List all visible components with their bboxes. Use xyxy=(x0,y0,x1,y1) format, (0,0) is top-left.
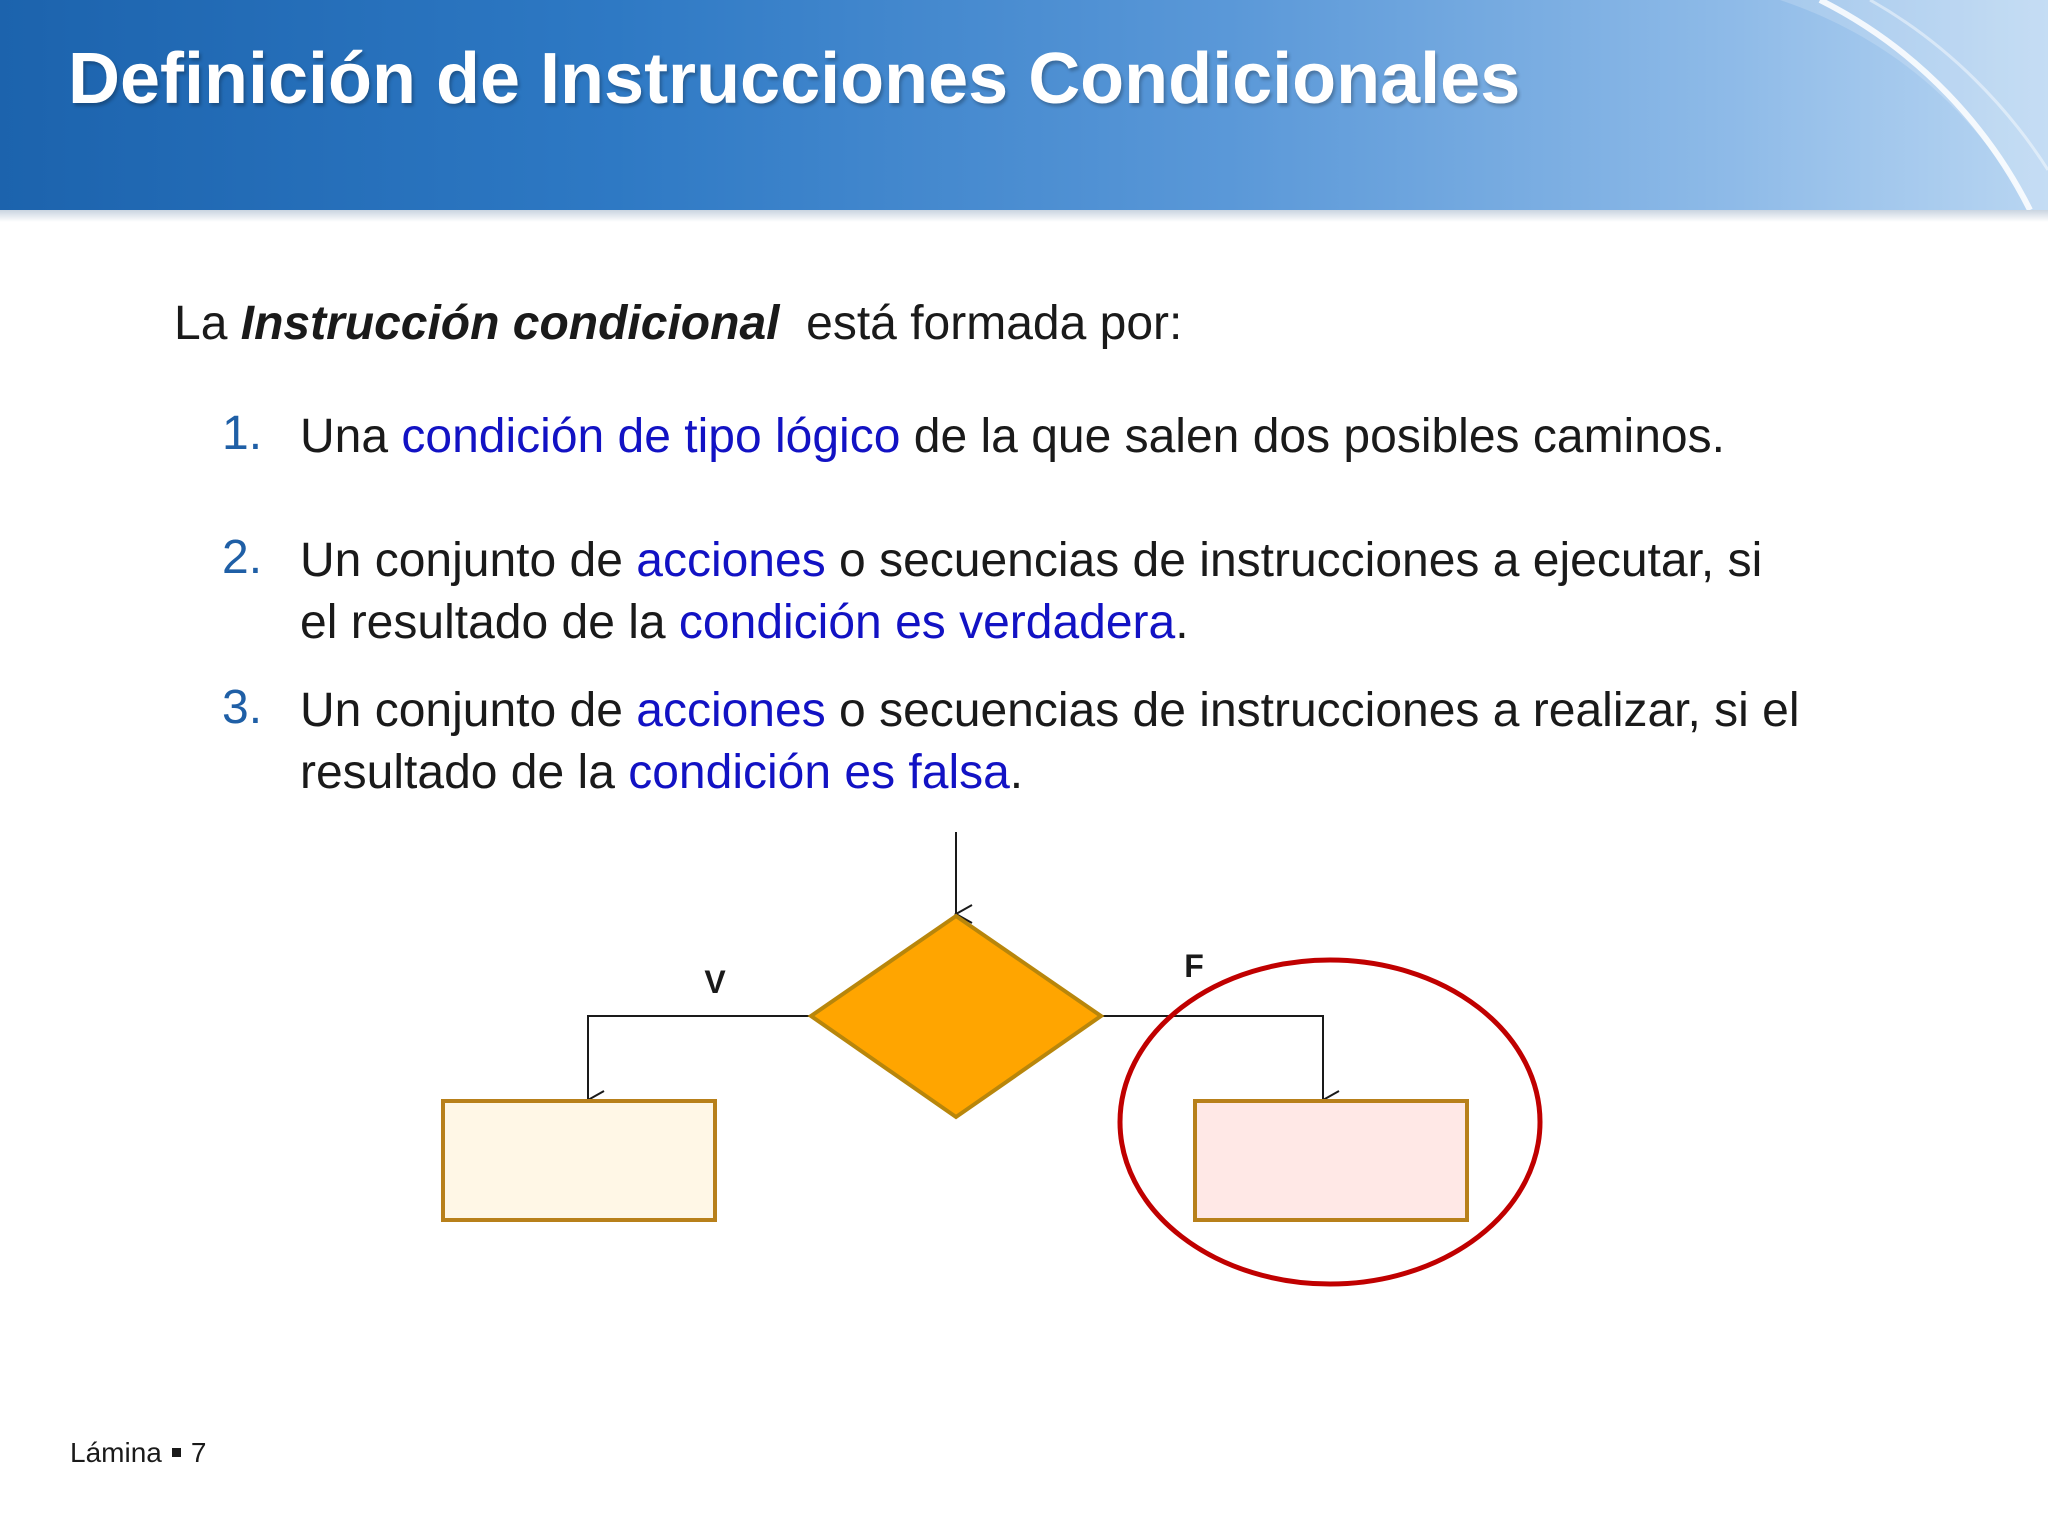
page-number: 7 xyxy=(190,1437,207,1468)
decision-diamond xyxy=(811,916,1101,1117)
footer-label: Lámina xyxy=(70,1437,162,1468)
true-action-box xyxy=(443,1101,715,1220)
highlight-condition-false: condición es falsa xyxy=(628,746,1010,799)
highlight-actions: acciones xyxy=(636,534,826,587)
false-action-box xyxy=(1195,1101,1467,1220)
highlight-actions: acciones xyxy=(636,684,826,737)
list-text: Una xyxy=(300,410,389,463)
list-text: . xyxy=(1009,746,1024,799)
list-number: 2. xyxy=(222,531,263,584)
list-text: Un conjunto de xyxy=(300,684,623,737)
list-text: de la que salen dos posibles caminos. xyxy=(913,410,1725,463)
slide-footer xyxy=(70,1437,206,1469)
false-branch-label: F xyxy=(1184,948,1204,984)
intro-prefix: La xyxy=(174,297,228,350)
intro-term: Instrucción condicional xyxy=(240,297,780,350)
list-text: o secuencias de instrucciones a realizar, si el resultado de la xyxy=(300,684,1800,799)
highlight-condition-logic: condición de tipo lógico xyxy=(401,410,901,463)
list-text: . xyxy=(1175,596,1189,649)
slide-title: Definición de Instrucciones Condicionales xyxy=(68,39,1521,119)
list-number: 1. xyxy=(222,407,263,460)
true-branch-label: V xyxy=(704,964,726,1000)
true-branch-arrow xyxy=(588,1016,811,1100)
list-text: o secuencias de instrucciones a ejecutar, si el resultado de la xyxy=(300,534,1763,649)
bullet-square-icon xyxy=(172,1448,181,1457)
list-text: Un conjunto de xyxy=(300,534,623,587)
highlight-condition-true: condición es verdadera xyxy=(678,596,1176,649)
list-number: 3. xyxy=(222,681,263,734)
intro-suffix: está formada por: xyxy=(806,297,1183,350)
